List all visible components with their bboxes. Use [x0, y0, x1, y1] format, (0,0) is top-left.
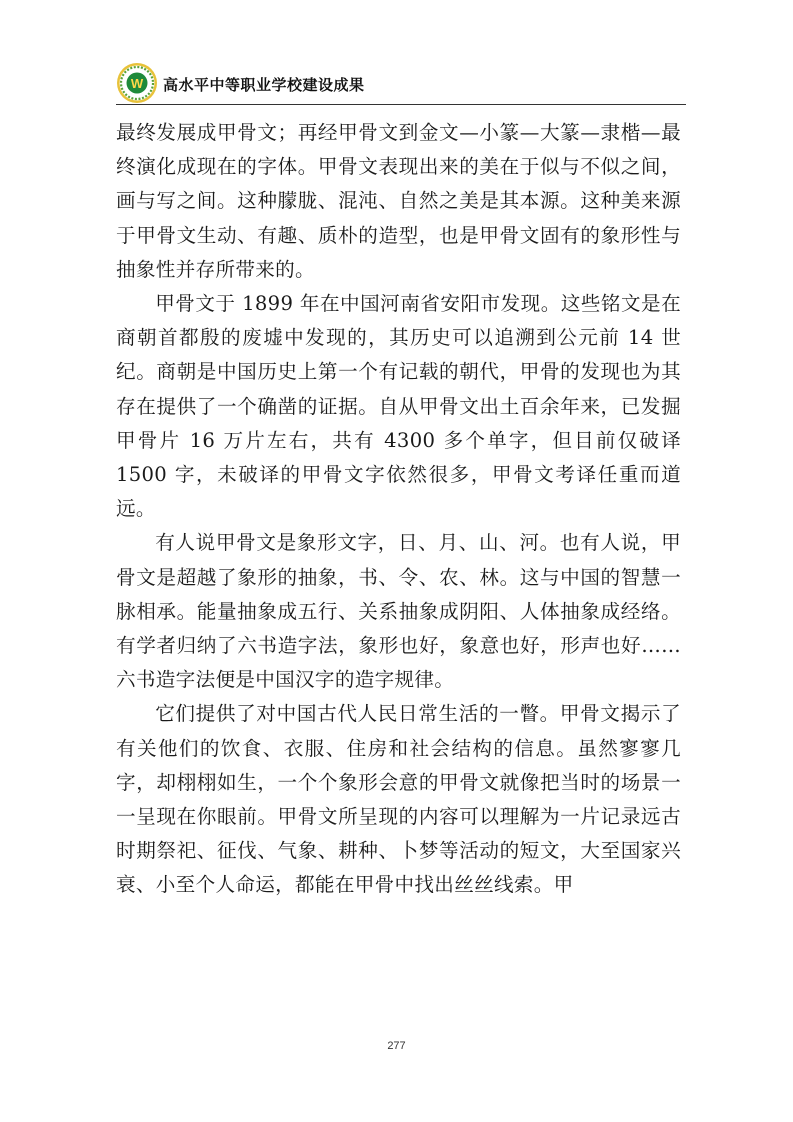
emblem-letter: W: [130, 76, 144, 91]
paragraph: 它们提供了对中国古代人民日常生活的一瞥。甲骨文揭示了有关他们的饮食、衣服、住房和社会结构的信息。虽然寥寥几字，却栩栩如生，一个个象形会意的甲骨文就像把当时的场景一一呈现在你眼前。甲骨文所呈现的内容可以理解为一片记录远古时期祭祀、征伐、气象、耕种、卜梦等活动的短文，大至国家兴衰、小至个人命运，都能在甲骨中找出丝丝线索。甲: [116, 702, 681, 897]
paragraph: 最终发展成甲骨文；再经甲骨文到金文—小篆—大篆—隶楷—最终演化成现在的字体。甲骨文表现出来的美在于似与不似之间，画与写之间。这种朦胧、混沌、自然之美是其本源。这种美来源于甲骨文生动、有趣、质朴的造型，也是甲骨文固有的象形性与抽象性并存所带来的。: [116, 121, 681, 281]
school-emblem-icon: [116, 62, 158, 104]
header-divider: [116, 104, 686, 105]
page-header: [116, 60, 686, 116]
page-number: 277: [387, 1040, 406, 1052]
header-title: 高水平中等职业学校建设成果: [163, 76, 365, 94]
paragraph: 甲骨文于 1899 年在中国河南省安阳市发现。这些铭文是在商朝首都殷的废墟中发现的，其历史可以追溯到公元前 14 世纪。商朝是中国历史上第一个有记载的朝代，甲骨的发现也为其存在提供了一个确凿的证据。自从甲骨文出土百余年来，已发掘甲骨片 16 万片左右，共有 4300 多个单字，但目前仅破译 1500 字，未破译的甲骨文字依然很多，甲骨文考译任重而道远。: [116, 292, 681, 521]
article-body: [116, 116, 681, 903]
paragraph: 有人说甲骨文是象形文字，日、月、山、河。也有人说，甲骨文是超越了象形的抽象，书、令、农、林。这与中国的智慧一脉相承。能量抽象成五行、关系抽象成阴阳、人体抽象成经络。有学者归纳了六书造字法，象形也好，象意也好，形声也好……六书造字法便是中国汉字的造字规律。: [116, 531, 681, 692]
